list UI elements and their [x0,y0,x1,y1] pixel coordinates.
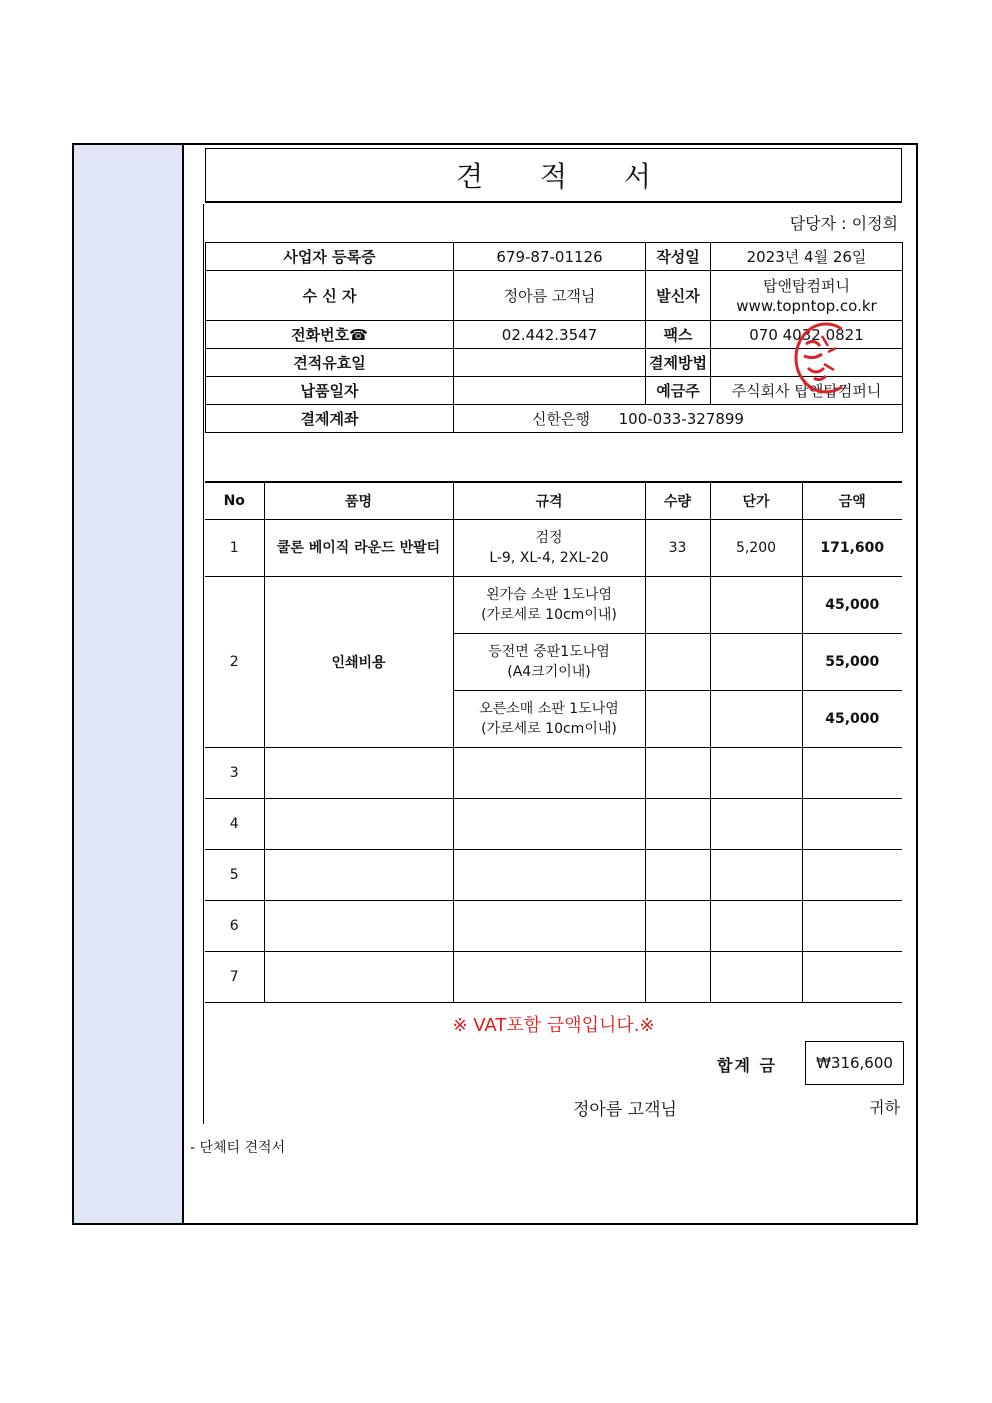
row2b-qty [645,634,710,691]
total-value: ₩316,600 [816,1054,893,1072]
row2b-unit [710,634,802,691]
item-row-2a [205,577,902,634]
sender-url: www.topntop.co.kr [736,296,877,315]
holder-value: 주식회사 탑앤탑컴퍼니 [711,377,903,405]
sender-label: 발신자 [646,271,711,321]
info-row-registration [206,243,903,271]
item-row-1 [205,520,902,577]
fax-value: 070 4032 0821 [711,321,903,349]
header-name: 품명 [264,482,453,520]
footer-recipient: 정아름 고객님 [573,1100,677,1120]
row7-spec [453,952,645,1003]
date-value: 2023년 4월 26일 [711,243,903,271]
items-header-row [205,482,902,520]
row2b-spec [453,634,645,691]
row1-spec [453,520,645,577]
row2-no: 2 [205,577,264,748]
validity-value [454,349,646,377]
row4-spec [453,799,645,850]
account-value [454,405,903,433]
row3-name [264,748,453,799]
row7-unit [710,952,802,1003]
account-label: 결제계좌 [206,405,454,433]
date-label: 작성일 [646,243,711,271]
sender-value [711,271,903,321]
info-row-recipient [206,271,903,321]
row2a-spec [453,577,645,634]
row1-no: 1 [205,520,264,577]
row2c-spec-line2: (가로세로 10cm이내) [481,721,617,737]
row2-name: 인쇄비용 [264,577,453,748]
item-row-5 [205,850,902,901]
items-table [205,481,902,1003]
row1-unit: 5,200 [710,520,802,577]
document-title [205,148,902,203]
delivery-value [454,377,646,405]
footer-honorific: 귀하 [869,1098,900,1117]
total-label: 합계 금 [717,1056,777,1075]
recipient-row [205,1091,902,1119]
row2b-spec-line2: (A4크기이내) [507,664,591,680]
header-no: No [205,482,264,520]
row2c-spec-line1: 오른소매 소판 1도나염 [479,701,619,717]
row2c-qty [645,691,710,748]
header-amount: 금액 [802,482,902,520]
row3-amount [802,748,902,799]
row2a-spec-line2: (가로세로 10cm이내) [481,607,617,623]
item-row-6 [205,901,902,952]
row7-name [264,952,453,1003]
row3-no: 3 [205,748,264,799]
row5-qty [645,850,710,901]
recipient-label: 수 신 자 [206,271,454,321]
quote-frame [72,143,918,1225]
row3-spec [453,748,645,799]
row2a-amount: 45,000 [802,577,902,634]
row3-qty [645,748,710,799]
row4-no: 4 [205,799,264,850]
spacer [205,433,902,481]
row6-spec [453,901,645,952]
row7-no: 7 [205,952,264,1003]
holder-label: 예금주 [646,377,711,405]
item-row-4 [205,799,902,850]
phone-value: 02.442.3547 [454,321,646,349]
row4-amount [802,799,902,850]
payment-label: 결제방법 [646,349,711,377]
row5-spec [453,850,645,901]
info-row-account [206,405,903,433]
document-title-text: 견 적 서 [456,160,675,193]
row7-amount [802,952,902,1003]
footer-note: - 단체티 견적서 [190,1140,286,1156]
row3-unit [710,748,802,799]
row2a-qty [645,577,710,634]
row1-name: 쿨론 베이직 라운드 반팔티 [264,520,453,577]
row6-qty [645,901,710,952]
header-qty: 수량 [645,482,710,520]
row6-amount [802,901,902,952]
row2a-spec-line1: 왼가슴 소판 1도나염 [486,587,612,603]
row5-unit [710,850,802,901]
reg-value: 679-87-01126 [454,243,646,271]
account-bank: 신한은행 [532,410,590,428]
manager-line: 담당자 : 이정희 [789,214,898,233]
quote-document [205,148,902,1119]
row2c-amount: 45,000 [802,691,902,748]
row7-qty [645,952,710,1003]
header-unit: 단가 [710,482,802,520]
delivery-label: 납품일자 [206,377,454,405]
sender-name: 탑앤탑컴퍼니 [763,276,850,295]
recipient-value: 정아름 고객님 [454,271,646,321]
row6-unit [710,901,802,952]
row5-no: 5 [205,850,264,901]
item-row-7 [205,952,902,1003]
total-value-box [805,1041,904,1085]
row5-amount [802,850,902,901]
fax-label: 팩스 [646,321,711,349]
doc-left-border [203,204,204,1124]
vat-note: ※ VAT포함 금액입니다.※ [452,1015,655,1036]
header-spec: 규격 [453,482,645,520]
row6-no: 6 [205,901,264,952]
row1-amount: 171,600 [802,520,902,577]
row1-spec-sizes: L-9, XL-4, 2XL-20 [489,550,609,566]
row2b-amount: 55,000 [802,634,902,691]
company-seal-stamp [792,322,842,394]
row6-name [264,901,453,952]
row2c-unit [710,691,802,748]
row4-qty [645,799,710,850]
item-row-3 [205,748,902,799]
row2b-spec-line1: 등전면 중판1도나염 [488,644,610,660]
row4-name [264,799,453,850]
account-number: 100-033-327899 [618,410,744,428]
row1-qty: 33 [645,520,710,577]
row5-name [264,850,453,901]
phone-label: 전화번호☎ [206,321,454,349]
row4-unit [710,799,802,850]
row1-spec-color: 검정 [535,530,563,546]
validity-label: 견적유효일 [206,349,454,377]
row2c-spec [453,691,645,748]
reg-label: 사업자 등록증 [206,243,454,271]
left-sidebar-panel [74,145,184,1223]
row2a-unit [710,577,802,634]
total-row [205,1041,902,1091]
